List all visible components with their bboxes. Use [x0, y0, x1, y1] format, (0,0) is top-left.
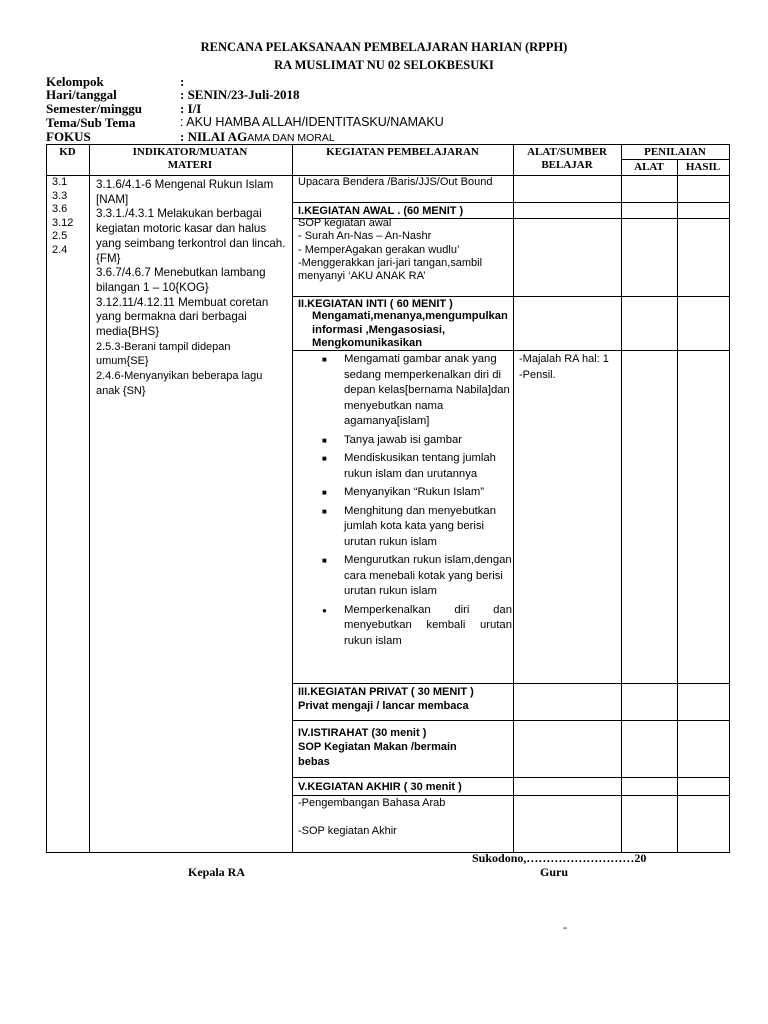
kd-item: 3.1: [52, 176, 68, 188]
inti-item: ● Memperkenalkan diri dan menyebutkan kembali urutan rukun islam: [322, 603, 512, 647]
header-penilaian-alat: ALAT: [634, 161, 664, 173]
hari-label: Hari/tanggal: [46, 87, 117, 102]
alat-item: -Pensil.: [519, 369, 556, 381]
awal-item: - Surah An-Nas – An-Nashr: [298, 230, 432, 243]
istirahat-text: SOP Kegiatan Makan /bermain bebas: [298, 741, 457, 768]
header-indikator: INDIKATOR/MUATAN MATERI: [132, 146, 248, 171]
semester-label: Semester/minggu: [46, 101, 143, 116]
kelompok-value: :: [180, 74, 185, 89]
guru-label: Guru: [540, 865, 569, 879]
kegiatan-inti-title: II.KEGIATAN INTI ( 60 MENIT ): [298, 298, 453, 310]
inti-item: ■ Mengurutkan rukun islam,dengan cara menebali kotak yang berisi urutan rukun islam: [322, 554, 512, 597]
square-bullet-icon: ■: [322, 506, 327, 516]
header-kegiatan: KEGIATAN PEMBELAJARAN: [326, 146, 479, 158]
indikator-list: [96, 178, 286, 399]
header-penilaian: PENILAIAN: [644, 146, 706, 158]
fokus-value-rest: AMA DAN MORAL: [247, 132, 335, 144]
indikator-item: 3.3.1./4.3.1 Melakukan berbagai kegiatan motoric kasar dan halus yang seimbang terkontrol dan lincah.{FM}: [96, 207, 286, 265]
indikator-item: 3.6.7/4.6.7 Menebutkan lambang bilangan 1 – 10{KOG}: [96, 266, 266, 294]
hari-value: : SENIN/23-Juli-2018: [180, 87, 300, 102]
semester-value: : I/I: [180, 101, 202, 116]
kepala-ra-label: Kepala RA: [188, 865, 245, 879]
kd-item: 3.12: [52, 216, 74, 229]
header-kd: KD: [59, 146, 76, 158]
square-bullet-icon: ■: [322, 488, 327, 497]
inti-item: ■ Mendiskusikan tentang jumlah rukun islam dan urutannya: [322, 452, 496, 480]
kd-item: 2.5: [52, 230, 68, 242]
istirahat-title: IV.ISTIRAHAT (30 menit ): [298, 727, 427, 739]
square-bullet-icon: ■: [322, 355, 327, 364]
alat-item: -Majalah RA hal: 1: [519, 353, 609, 365]
fokus-value-bold: : NILAI AG: [180, 129, 248, 144]
inti-item: ■ Tanya jawab isi gambar: [300, 433, 512, 449]
kegiatan-awal-list: [298, 217, 504, 283]
kegiatan-inti-subtitle: Mengamati,menanya,mengumpulkan informasi ,Mengasosiasi, Mengkomunikasikan: [312, 310, 508, 349]
document-title: RENCANA PELAKSANAAN PEMBELAJARAN HARIAN (RPPH): [200, 40, 568, 54]
fokus-label: FOKUS: [46, 129, 91, 144]
tema-value: : AKU HAMBA ALLAH/IDENTITASKU/NAMAKU: [180, 115, 444, 129]
indikator-item: 3.12.11/4.12.11 Membuat coretan yang bermakna dari berbagai media{BHS}: [96, 295, 269, 339]
alat-sumber-list: [519, 352, 619, 382]
inti-item: ■ Menyanyikan “Rukun Islam”: [300, 485, 512, 501]
indikator-item: 2.4.6-Menyanyikan beberapa lagu anak {SN}: [96, 370, 263, 397]
square-bullet-icon: ■: [322, 454, 327, 463]
kegiatan-akhir-item: -Pengembangan Bahasa Arab: [298, 797, 446, 809]
date-line: Sukodono,………………………20: [472, 851, 647, 865]
inti-item: ■ Mengamati gambar anak yang sedang memperkenalkan diri di depan kelas[bernama Nabila]dan menyebutkan nama agamanya[islam]: [322, 353, 510, 427]
square-bullet-icon: ■: [322, 435, 327, 445]
kd-item: 3.6: [52, 203, 68, 215]
kd-item: 2.4: [52, 243, 68, 256]
fokus-value: [180, 129, 335, 145]
kegiatan-akhir-title: V.KEGIATAN AKHIR ( 30 menit ): [298, 781, 462, 793]
kegiatan-akhir-item: -SOP kegiatan Akhir: [298, 825, 397, 837]
square-bullet-icon: ■: [322, 556, 327, 565]
round-bullet-icon: ●: [322, 605, 327, 615]
awal-item: - MemperAgakan gerakan wudlu’: [298, 243, 460, 256]
signature-dash: -: [563, 920, 567, 934]
school-name: RA MUSLIMAT NU 02 SELOKBESUKI: [274, 58, 494, 72]
awal-item: SOP kegiatan awal: [298, 217, 392, 229]
kegiatan-privat-title: III.KEGIATAN PRIVAT ( 30 MENIT ): [298, 686, 474, 698]
indikator-item: 3.1.6/4.1-6 Mengenal Rukun Islam [NAM]: [96, 178, 274, 206]
kelompok-label: Kelompok: [46, 74, 104, 89]
kegiatan-inti-list: [300, 352, 512, 652]
kd-list: [52, 176, 88, 257]
awal-item: -Menggerakkan jari-jari tangan,sambil menyanyi ‘AKU ANAK RA’: [298, 256, 483, 283]
inti-item: ■ Menghitung dan menyebutkan jumlah kota kata yang berisi urutan rukun islam: [322, 504, 496, 548]
upacara-text: Upacara Bendera /Baris/JJS/Out Bound: [298, 176, 493, 188]
kd-item: 3.3: [52, 189, 68, 202]
kegiatan-privat-text: Privat mengaji / lancar membaca: [298, 700, 469, 712]
header-alat-sumber: ALAT/SUMBER BELAJAR: [527, 146, 607, 171]
tema-label: Tema/Sub Tema: [46, 115, 136, 130]
indikator-item: 2.5.3-Berani tampil didepan umum{SE}: [96, 340, 231, 368]
header-penilaian-hasil: HASIL: [685, 161, 721, 173]
kegiatan-awal-title: I.KEGIATAN AWAL . (60 MENIT ): [298, 205, 464, 217]
